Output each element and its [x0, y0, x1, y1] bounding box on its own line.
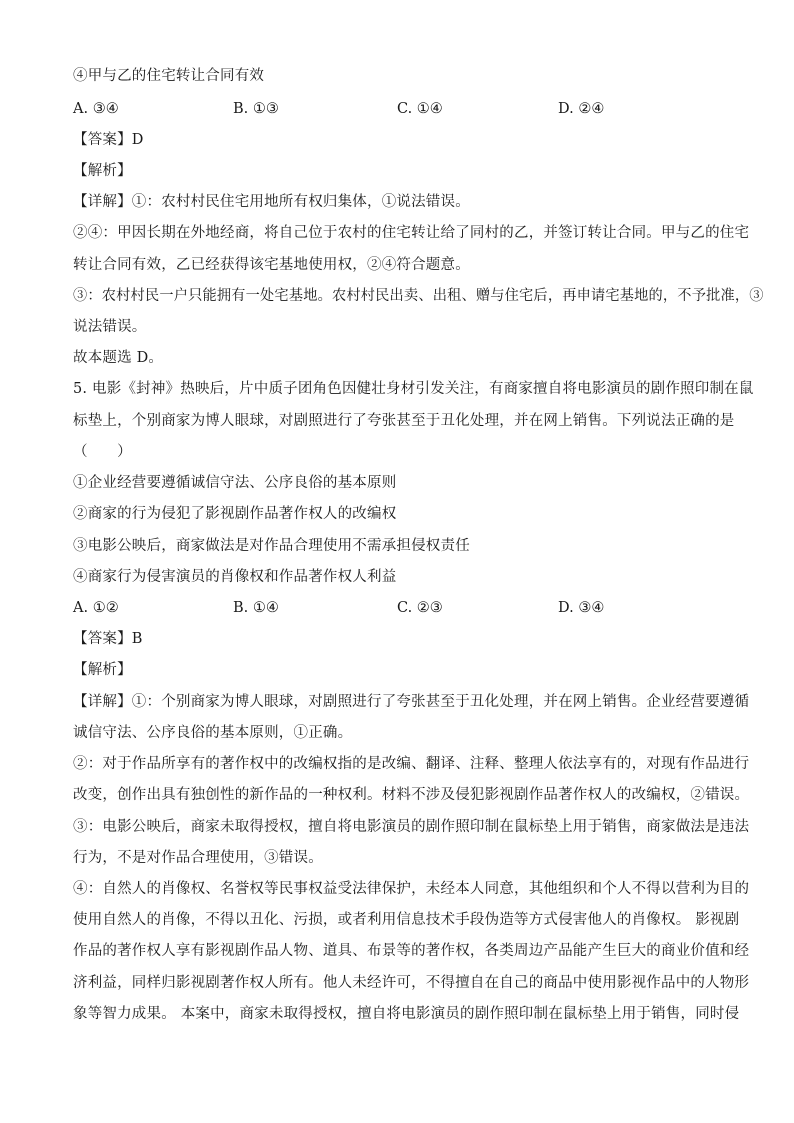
q4-item-4: ④甲与乙的住宅转让合同有效: [73, 68, 265, 84]
q5-item-4: ④商家行为侵害演员的肖像权和作品著作权人利益: [73, 569, 397, 585]
q4-conclusion: 故本题选 D。: [73, 350, 164, 366]
q5-answer-blank: （ ）: [73, 444, 132, 460]
q5-explain-line: 改变，创作出具有独创性的新作品的一种权利。材料不涉及侵犯影视剧作品著作权人的改编权，②错误。: [73, 787, 750, 803]
q5-explain-line: 行为，不是对作品合理使用，③错误。: [73, 850, 323, 866]
q4-answer: 【答案】D: [73, 132, 144, 148]
q5-explain-line: 使用自然人的肖像，不得以丑化、污损，或者利用信息技术手段伪造等方式侵害他人的肖像权。 影视剧: [73, 912, 740, 928]
q5-answer: 【答案】B: [73, 631, 143, 647]
q5-explain-line: ④：自然人的肖像权、名誉权等民事权益受法律保护，未经本人同意，其他组织和个人不得以营利为目的: [73, 881, 750, 897]
q4-option-b: B. ①③: [233, 101, 279, 117]
q4-explain-line: 【详解】①：农村村民住宅用地所有权归集体，①说法错误。: [73, 194, 470, 210]
q5-item-1: ①企业经营要遵循诚信守法、公序良俗的基本原则: [73, 475, 397, 491]
q5-analysis-label: 【解析】: [73, 662, 132, 678]
q4-explain-line: 转让合同有效，乙已经获得该宅基地使用权，②④符合题意。: [73, 257, 470, 273]
q5-explain-line: 象等智力成果。 本案中，商家未取得授权，擅自将电影演员的剧作照印制在鼠标垫上用于销售，同时侵: [73, 1006, 740, 1022]
q5-explain-line: ③：电影公映后，商家未取得授权，擅自将电影演员的剧作照印制在鼠标垫上用于销售，商家做法是违法: [73, 819, 750, 835]
q5-option-c: C. ②③: [397, 600, 443, 616]
q5-stem-line: 5. 电影《封神》热映后，片中质子团角色因健壮身材引发关注，有商家擅自将电影演员的剧作照印制在鼠: [73, 381, 754, 397]
q5-explain-line: 【详解】①：个别商家为博人眼球，对剧照进行了夸张甚至于丑化处理，并在网上销售。企业经营要遵循: [73, 694, 750, 710]
q5-explain-line: 济利益，同样归影视剧著作权人所有。他人未经许可，不得擅自在自己的商品中使用影视作品中的人物形: [73, 975, 750, 991]
q4-explain-line: ②④：甲因长期在外地经商，将自己位于农村的住宅转让给了同村的乙，并签订转让合同。甲与乙的住宅: [73, 225, 750, 241]
q4-option-a: A. ③④: [73, 101, 119, 117]
q5-explain-line: 诚信守法、公序良俗的基本原则，①正确。: [73, 725, 353, 741]
q4-analysis-label: 【解析】: [73, 163, 132, 179]
q5-explain-line: 作品的著作权人享有影视剧作品人物、道具、布景等的著作权，各类周边产品能产生巨大的商业价值和经: [73, 943, 750, 959]
q4-option-c: C. ①④: [397, 101, 443, 117]
q4-explain-line: ③：农村村民一户只能拥有一处宅基地。农村村民出卖、出租、赠与住宅后，再申请宅基地的，不予批准，③: [73, 288, 764, 304]
q5-item-2: ②商家的行为侵犯了影视剧作品著作权人的改编权: [73, 506, 397, 522]
q5-option-d: D. ③④: [558, 600, 605, 616]
q5-option-b: B. ①④: [233, 600, 279, 616]
q5-item-3: ③电影公映后，商家做法是对作品合理使用不需承担侵权责任: [73, 538, 470, 554]
q5-option-a: A. ①②: [73, 600, 119, 616]
q4-option-d: D. ②④: [558, 101, 605, 117]
q5-stem-line: 标垫上，个别商家为博人眼球，对剧照进行了夸张甚至于丑化处理，并在网上销售。下列说法正确的是: [73, 413, 735, 429]
q5-explain-line: ②：对于作品所享有的著作权中的改编权指的是改编、翻译、注释、整理人依法享有的，对现有作品进行: [73, 756, 750, 772]
q4-explain-line: 说法错误。: [73, 319, 147, 335]
